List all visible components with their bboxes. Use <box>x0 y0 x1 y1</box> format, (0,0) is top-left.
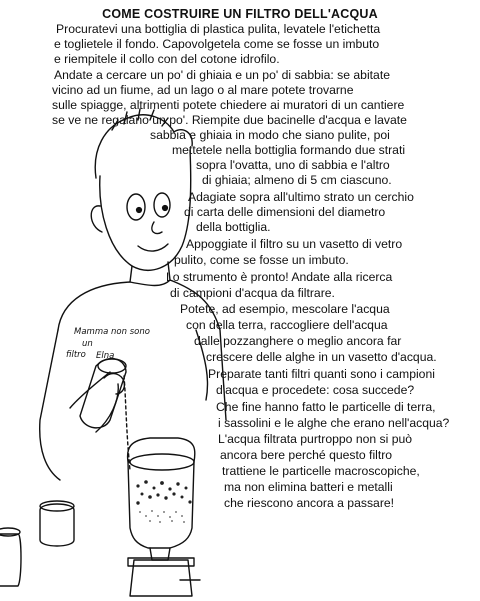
text-line: mettetele nella bottiglia formando due strati <box>172 143 406 157</box>
boy-right-eye <box>154 193 170 217</box>
boy-mouth <box>138 244 168 251</box>
text-line: con della terra, raccogliere dell'acqua <box>186 318 388 332</box>
boy-left-eye <box>127 194 145 220</box>
sample-jar-2 <box>0 534 21 586</box>
text-line: sopra l'ovatta, uno di sabbia e l'altro <box>196 158 390 172</box>
text-line: i sassolini e le alghe che erano nell'acqua? <box>218 416 450 430</box>
text-line: sulle spiagge, altrimenti potete chiedere ai muratori di un cantiere <box>52 98 405 112</box>
text-line: se ve ne regalano un po'. Riempite due bacinelle d'acqua e lavate <box>52 113 407 127</box>
pouring-jar <box>80 359 126 428</box>
text-line: di carta delle dimensioni del diametro <box>184 205 386 219</box>
text-line: sabbia e ghiaia in modo che siano pulite, poi <box>150 128 390 142</box>
text-line: di ghiaia; almeno di 5 cm ciascuno. <box>202 173 392 187</box>
text-line: che riescono ancora a passare! <box>224 496 395 510</box>
text-line: e riempitele il collo con del cotone idrofilo. <box>54 52 280 66</box>
text-line: vicino ad un fiume, ad un lago o al mare potete trovarne <box>52 83 354 97</box>
shirt-text-line-2: un <box>82 339 93 349</box>
shirt-text-line-4: Elna <box>96 351 115 361</box>
text-line: trattiene le particelle macroscopiche, <box>222 464 420 478</box>
text-line: Adagiate sopra all'ultimo strato un cerchio <box>188 190 414 204</box>
shirt-scribble <box>66 327 150 361</box>
text-line: dalle pozzanghere o meglio ancora far <box>194 334 402 348</box>
boy-ear <box>91 206 102 232</box>
text-line: Procuratevi una bottiglia di plastica pulita, levatele l'etichetta <box>56 22 381 36</box>
shirt-text-line-3: filtro <box>66 350 86 360</box>
text-line: Che fine hanno fatto le particelle di terra, <box>216 400 436 414</box>
text-line: della bottiglia. <box>196 220 271 234</box>
text-line: d'acqua e procedete: cosa succede? <box>216 383 415 397</box>
text-line: di campioni d'acqua da filtrare. <box>170 286 335 300</box>
gravel-layer <box>136 480 191 504</box>
sand-layer <box>139 510 185 523</box>
text-line: ma non elimina batteri e metalli <box>224 480 393 494</box>
text-line: crescere delle alghe in un vasetto d'acqua. <box>206 350 437 364</box>
text-line: ancora bere perché questo filtro <box>220 448 393 462</box>
text-line: Lo strumento è pronto! Andate alla ricerca <box>166 270 393 284</box>
text-line: L'acqua filtrata purtroppo non si può <box>218 432 413 446</box>
shirt-text-line-1: Mamma non sono <box>74 327 150 337</box>
boy-nose <box>152 222 162 234</box>
text-line: Appoggiate il filtro su un vasetto di vetro <box>186 237 403 251</box>
text-line: Andate a cercare un po' di ghiaia e un po' di sabbia: se abitate <box>54 68 390 82</box>
page-title: COME COSTRUIRE UN FILTRO DELL'ACQUA <box>102 7 378 21</box>
text-line: Preparate tanti filtri quanti sono i campioni <box>208 367 435 381</box>
text-line: pulito, come se fosse un imbuto. <box>174 253 349 267</box>
text-line: Potete, ad esempio, mescolare l'acqua <box>180 302 390 316</box>
text-line: e toglietele il fondo. Capovolgetela come se fosse un imbuto <box>54 37 380 51</box>
boy-arm <box>70 372 118 432</box>
